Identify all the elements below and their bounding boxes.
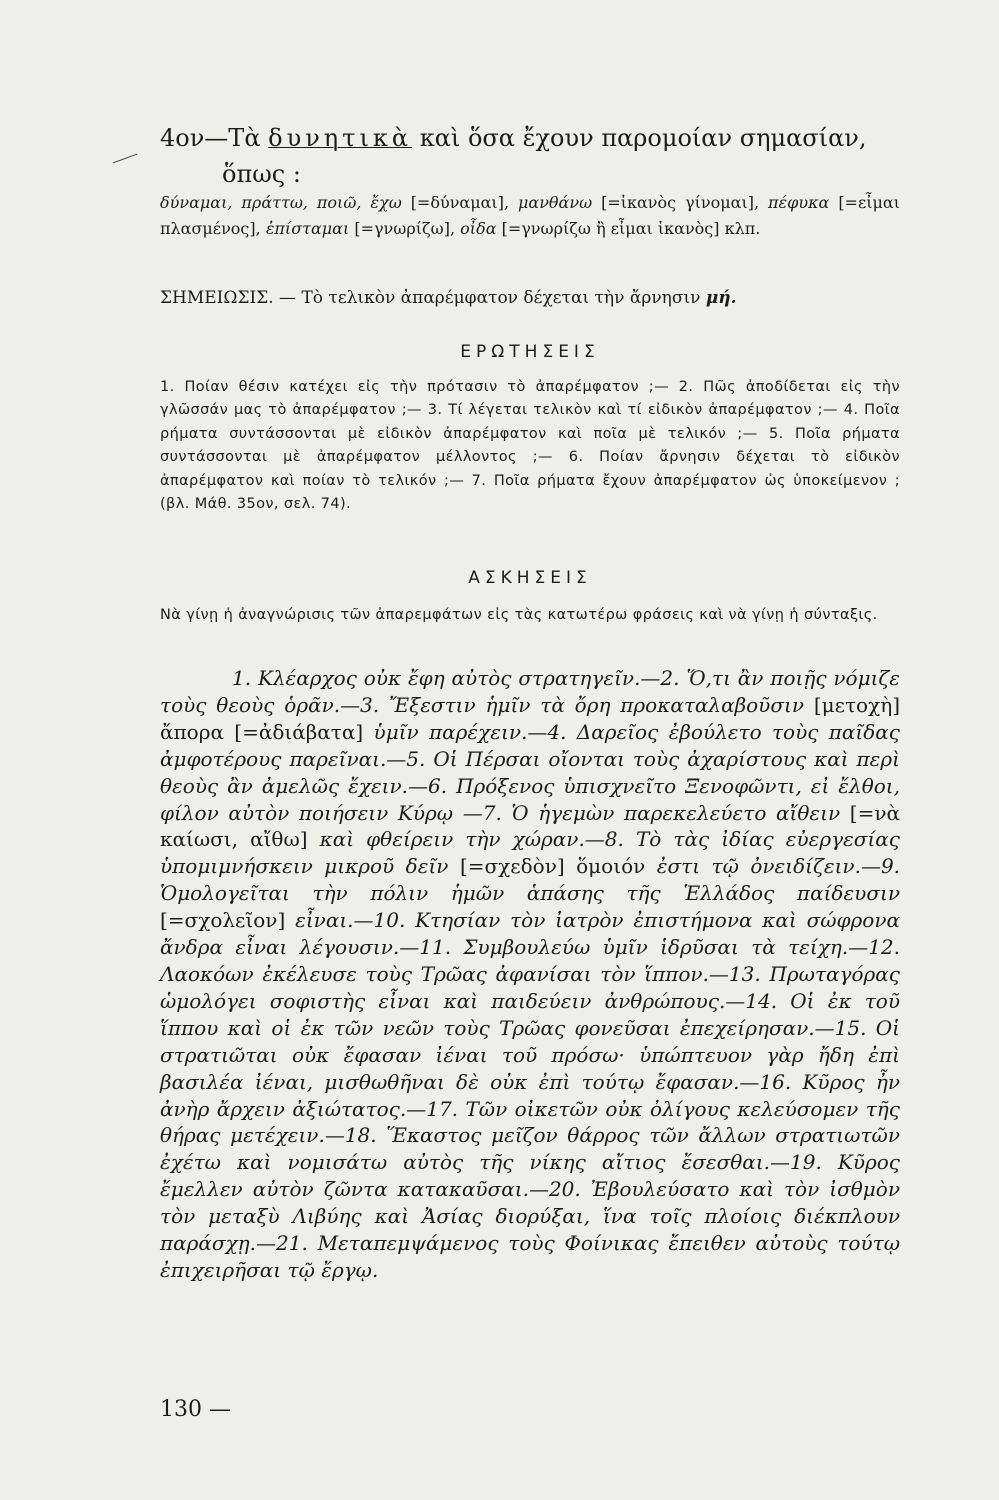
questions-text: 1. Ποίαν θέσιν κατέχει εἰς τὴν πρότασιν τὸ ἀπαρέμφατον ;— 2. Πῶς ἀποδίδεται εἰς τὴν γλῶσσάν μας τὸ ἀπαρέμφατον ;— 3. Τί λέγεται τελικὸν καὶ τί εἰδικὸν ἀπαρέμφατον ;— 4. Ποῖα ρήματα συντάσσονται μὲ εἰδικὸν ἀπαρέμφατον καὶ ποῖα μὲ τελικόν ;— 5. Ποῖα ρήματα συντάσσονται μὲ ἀπαρέμφατον μέλλοντος ;— 6. Ποίαν ἄρνησιν δέχεται τὸ εἰδικὸν ἀπαρέμφατον καὶ ποίαν τὸ τελικόν ;— 7. Ποῖα ρήματα ἔχουν ἀπαρέμφατον ὡς ὑποκείμενον ; (βλ. Μάθ. 35ον, σελ. 74). bbox=[160, 379, 900, 513]
exercise-gloss-1: [μετοχὴ] ἄπορα [=ἀδιάβατα] bbox=[160, 692, 900, 744]
verb-5: οἶδα bbox=[460, 219, 497, 238]
exercise-text-2: ὑμῖν παρέχειν.—4. Δαρεῖος ἐβούλετο τοὺς παῖδας ἀμφοτέρους παρεῖναι.—5. Οἱ Πέρσαι οἴονται τοὺς ἀχαρίστους καὶ περὶ θεοὺς ἂν ἀμελῶς ἔχειν.—6. Πρόξενος ὑπισχνεῖτο Ξενοφῶντι, εἰ ἔλθοι, φίλον αὐτὸν ποιήσειν Κύρῳ —7. Ὁ ἡγεμὼν παρεκελεύετο αἴθειν bbox=[160, 719, 900, 825]
exercise-text-4: ἐστι τῷ ὀνειδίζειν.—9. Ὁμολογεῖται τὴν πόλιν ἡμῶν ἁπάσης τῆς Ἑλλάδος παίδευσιν bbox=[160, 854, 901, 906]
gloss-3: [=εἶμαι πλασμένος], bbox=[160, 193, 900, 238]
exercise-text-1: 1. Κλέαρχος οὐκ ἔφη αὐτὸς στρατηγεῖν.—2. Ὅ,τι ἂν ποιῇς νόμιζε τοὺς θεοὺς ὁρᾶν.—3. Ἔξεστιν ἡμῖν τὰ ὄρη προκαταλαβοῦσιν bbox=[160, 666, 900, 717]
gloss-5: [=γνωρίζω ἢ εἶμαι ἱκανὸς] κλπ. bbox=[501, 219, 761, 238]
section-rest: καὶ ὅσα ἔχουν παρομοίαν σημασίαν, bbox=[419, 124, 867, 152]
exercise-text-5: εἶναι.—10. Κτησίαν τὸν ἰατρὸν ἐπιστήμονα καὶ σώφρονα ἄνδρα εἶναι λέγουσιν.—11. Συμβουλεύω ὑμῖν ἱδρῦσαι τὰ τείχη.—12. Λαοκόων ἐκέλευσε τοὺς Τρῶας ἀφανίσαι τὸν ἵππον.—13. Πρωταγόρας ὡμολόγει σοφιστὴς εἶναι καὶ παιδεύειν ἀνθρώπους.—14. Οἱ ἐκ τοῦ ἵππου καὶ οἱ ἐκ τῶν νεῶν τοὺς Τρῶας φονεῦσαι ἐπεχείρησαν.—15. Οἱ στρατιῶται οὐκ ἔφασαν ἰέναι τοῦ πρόσω· ὑπώπτευον γὰρ ἤδη ἐπὶ βασιλέα ἰέναι, μισθωθῆναι δὲ οὐκ ἐπὶ τούτῳ ἔφασαν.—16. Κῦρος ἦν ἀνὴρ ἄρχειν ἀξιώτατος.—17. Τῶν οἰκετῶν οὐκ ὀλίγους κελεύσομεν τῆς θήρας μετέχειν.—18. Ἕκαστος μεῖζον θάρρος τῶν ἄλλων στρατιωτῶν ἐχέτω καὶ νομισάτω αὐτὸς τῆς νίκης αἴτιος ἔσεσθαι.—19. Κῦρος ἔμελλεν αὐτὸν ζῶντα κατακαῦσαι.—20. Ἐβουλεύσατο καὶ τὸν ἰσθμὸν τὸν μεταξὺ Λιβύης καὶ Ἀσίας διορύξαι, ἵνα τοῖς πλοίοις διέκπλουν παράσχῃ.—21. Μεταπεμψάμενος τοὺς Φοίνικας ἔπειθεν αὐτοὺς τούτῳ ἐπιχειρῆσαι τῷ ἔργῳ. bbox=[160, 908, 901, 1282]
questions-heading: ΕΡΩΤΗΣΕΙΣ bbox=[460, 342, 600, 362]
section-term: δυνητικὰ bbox=[268, 124, 413, 152]
section-number: 4ον—Τὰ bbox=[160, 124, 261, 152]
section-4-rule bbox=[160, 120, 900, 192]
note-text: — Τὸ τελικὸν ἀπαρέμφατον δέχεται τὴν ἄρνησιν bbox=[279, 288, 701, 308]
exercises-intro: Νὰ γίνῃ ἡ ἀναγνώρισις τῶν ἀπαρεμφάτων εἰς τὰς κατωτέρω φράσεις καὶ νὰ γίνῃ ἡ σύνταξις. bbox=[160, 607, 878, 623]
exercise-gloss-3: [=σχεδὸν] ὅμοιόν bbox=[459, 854, 646, 879]
note bbox=[160, 284, 900, 312]
exercise-gloss-4: [=σχολεῖον] bbox=[160, 908, 286, 933]
exercise-text-3: καὶ φθείρειν τὴν χώραν.—8. Τὸ τὰς ἰδίας εὐεργεσίας ὑπομιμνήσκειν μικροῦ δεῖν bbox=[160, 827, 900, 879]
note-negation: μή. bbox=[705, 288, 737, 308]
verb-3: πέφυκα bbox=[768, 193, 830, 212]
verb-4: ἐπίσταμαι bbox=[265, 219, 350, 238]
gloss-2: [=ἱκανὸς γίνομαι], bbox=[601, 193, 760, 212]
exercises-heading: ΑΣΚΗΣΕΙΣ bbox=[468, 568, 592, 588]
section-continuation: ὅπως : bbox=[222, 160, 301, 188]
gloss-1: [=δύναμαι], bbox=[410, 193, 510, 212]
gloss-4: [=γνωρίζω], bbox=[354, 219, 456, 238]
note-label: ΣΗΜΕΙΩΣΙΣ. bbox=[160, 288, 274, 308]
page-number: 130 — bbox=[160, 1397, 231, 1422]
exercises-text bbox=[160, 665, 900, 1284]
pencil-mark bbox=[113, 154, 138, 164]
verb-list bbox=[160, 190, 900, 242]
exercise-gloss-2: [=νὰ καίωσι, αἴθω] bbox=[160, 800, 901, 852]
verb-2: μανθάνω bbox=[517, 193, 593, 212]
verb-1: δύναμαι, πράττω, ποιῶ, ἔχω bbox=[160, 193, 402, 212]
